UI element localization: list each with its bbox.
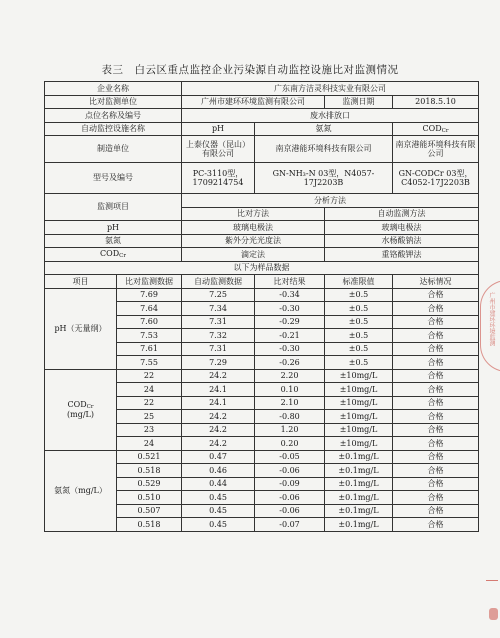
maker-label: 制造单位 bbox=[45, 136, 182, 163]
model-ammonia: GN-NH₃-N 03型，N4057-17J2203B bbox=[255, 163, 393, 194]
auto-value: 0.46 bbox=[182, 464, 255, 478]
standard-limit: ±0.1mg/L bbox=[325, 464, 393, 478]
compliance-status: 合格 bbox=[393, 464, 479, 478]
maker-cod: 南京港能环境科技有限公司 bbox=[393, 136, 479, 163]
sample-header-compare: 比对监测数据 bbox=[117, 275, 182, 289]
point-label: 点位名称及编号 bbox=[45, 109, 182, 123]
compliance-status: 合格 bbox=[393, 315, 479, 329]
auto-value: 24.2 bbox=[182, 437, 255, 451]
standard-limit: ±0.5 bbox=[325, 315, 393, 329]
auto-method: 重铬酸钾法 bbox=[325, 248, 479, 262]
compliance-status: 合格 bbox=[393, 383, 479, 397]
compliance-status: 合格 bbox=[393, 504, 479, 518]
compare-value: 7.61 bbox=[117, 342, 182, 356]
auto-value: 7.31 bbox=[182, 315, 255, 329]
sample-group-label: pH（无量纲） bbox=[45, 288, 117, 369]
model-row bbox=[45, 163, 479, 194]
standard-limit: ±0.5 bbox=[325, 342, 393, 356]
compare-value: 7.64 bbox=[117, 302, 182, 316]
compare-result: -0.30 bbox=[255, 302, 325, 316]
auto-method: 水杨酸钠法 bbox=[325, 234, 479, 248]
compare-result: 2.10 bbox=[255, 396, 325, 410]
standard-limit: ±0.1mg/L bbox=[325, 518, 393, 532]
compare-result: -0.09 bbox=[255, 477, 325, 491]
compare-method-label: 比对方法 bbox=[182, 207, 325, 221]
sample-section-row bbox=[45, 261, 479, 275]
method-item-label: 监测项目 bbox=[45, 194, 182, 221]
compare-value: 7.60 bbox=[117, 315, 182, 329]
standard-limit: ±0.5 bbox=[325, 288, 393, 302]
auto-value: 7.31 bbox=[182, 342, 255, 356]
compliance-status: 合格 bbox=[393, 288, 479, 302]
standard-limit: ±10mg/L bbox=[325, 410, 393, 424]
compare-result: -0.05 bbox=[255, 450, 325, 464]
compliance-status: 合格 bbox=[393, 356, 479, 370]
compare-result: -0.29 bbox=[255, 315, 325, 329]
compare-value: 0.518 bbox=[117, 518, 182, 532]
auto-value: 7.25 bbox=[182, 288, 255, 302]
compare-value: 7.55 bbox=[117, 356, 182, 370]
enterprise-label: 企业名称 bbox=[45, 82, 182, 96]
compare-value: 24 bbox=[117, 437, 182, 451]
method-item: 氨氮 bbox=[45, 234, 182, 248]
model-cod: GN-CODCr 03型，C4052-17J2203B bbox=[393, 163, 479, 194]
compliance-status: 合格 bbox=[393, 491, 479, 505]
compare-value: 25 bbox=[117, 410, 182, 424]
compliance-status: 合格 bbox=[393, 477, 479, 491]
auto-value: 0.47 bbox=[182, 450, 255, 464]
sample-header-result: 比对结果 bbox=[255, 275, 325, 289]
sample-group-label: 氨氮（mg/L） bbox=[45, 450, 117, 531]
analysis-method-label: 分析方法 bbox=[182, 194, 479, 208]
maker-ammonia: 南京港能环境科技有限公司 bbox=[255, 136, 393, 163]
compare-value: 22 bbox=[117, 369, 182, 383]
standard-limit: ±0.5 bbox=[325, 356, 393, 370]
comparison-table bbox=[44, 81, 479, 532]
method-row-ammonia bbox=[45, 234, 479, 248]
compare-result: -0.34 bbox=[255, 288, 325, 302]
compare-method: 滴定法 bbox=[182, 248, 325, 262]
auto-value: 24.1 bbox=[182, 383, 255, 397]
standard-limit: ±0.5 bbox=[325, 329, 393, 343]
facility-name-ammonia: 氨氮 bbox=[255, 122, 393, 136]
auto-value: 0.44 bbox=[182, 477, 255, 491]
facility-name-label: 自动监控设施名称 bbox=[45, 122, 182, 136]
model-ph: PC-3110型，1709214754 bbox=[182, 163, 255, 194]
compare-result: 2.20 bbox=[255, 369, 325, 383]
sample-section-label: 以下为样品数据 bbox=[45, 261, 479, 275]
auto-value: 0.45 bbox=[182, 491, 255, 505]
auto-method-label: 自动监测方法 bbox=[325, 207, 479, 221]
compare-method: 玻璃电极法 bbox=[182, 221, 325, 235]
compliance-status: 合格 bbox=[393, 396, 479, 410]
compare-result: -0.26 bbox=[255, 356, 325, 370]
standard-limit: ±0.1mg/L bbox=[325, 491, 393, 505]
monitor-unit-row bbox=[45, 95, 479, 109]
compare-value: 7.69 bbox=[117, 288, 182, 302]
method-item: CODCr bbox=[45, 248, 182, 262]
auto-value: 24.2 bbox=[182, 423, 255, 437]
enterprise-value: 广东南方洁灵科技实业有限公司 bbox=[182, 82, 479, 96]
compare-value: 0.521 bbox=[117, 450, 182, 464]
standard-limit: ±0.5 bbox=[325, 302, 393, 316]
compare-value: 24 bbox=[117, 383, 182, 397]
auto-value: 24.2 bbox=[182, 410, 255, 424]
auto-value: 24.2 bbox=[182, 369, 255, 383]
standard-limit: ±0.1mg/L bbox=[325, 450, 393, 464]
facility-name-row bbox=[45, 122, 479, 136]
standard-limit: ±10mg/L bbox=[325, 383, 393, 397]
monitor-date-label: 监测日期 bbox=[325, 95, 393, 109]
method-header-row bbox=[45, 194, 479, 208]
compare-value: 7.53 bbox=[117, 329, 182, 343]
compare-value: 23 bbox=[117, 423, 182, 437]
page-title: 表三 白云区重点监控企业污染源自动监控设施比对监测情况 bbox=[101, 64, 399, 76]
auto-value: 7.34 bbox=[182, 302, 255, 316]
sample-header-status: 达标情况 bbox=[393, 275, 479, 289]
compare-value: 0.507 bbox=[117, 504, 182, 518]
red-mark bbox=[489, 608, 498, 620]
compare-result: -0.06 bbox=[255, 504, 325, 518]
compare-result: -0.21 bbox=[255, 329, 325, 343]
method-row-cod bbox=[45, 248, 479, 262]
auto-value: 0.45 bbox=[182, 504, 255, 518]
facility-name-ph: pH bbox=[182, 122, 255, 136]
compare-result: 0.10 bbox=[255, 383, 325, 397]
standard-limit: ±10mg/L bbox=[325, 369, 393, 383]
standard-limit: ±10mg/L bbox=[325, 423, 393, 437]
standard-limit: ±10mg/L bbox=[325, 437, 393, 451]
sample-row bbox=[45, 288, 479, 302]
sample-header-row bbox=[45, 275, 479, 289]
compliance-status: 合格 bbox=[393, 423, 479, 437]
maker-row bbox=[45, 136, 479, 163]
model-label: 型号及编号 bbox=[45, 163, 182, 194]
compare-result: -0.07 bbox=[255, 518, 325, 532]
standard-limit: ±0.1mg/L bbox=[325, 504, 393, 518]
red-mark bbox=[486, 580, 498, 589]
compare-result: 1.20 bbox=[255, 423, 325, 437]
compare-value: 22 bbox=[117, 396, 182, 410]
sample-header-limit: 标准限值 bbox=[325, 275, 393, 289]
compliance-status: 合格 bbox=[393, 437, 479, 451]
auto-value: 7.29 bbox=[182, 356, 255, 370]
compare-result: -0.06 bbox=[255, 464, 325, 478]
monitor-date-value: 2018.5.10 bbox=[393, 95, 479, 109]
facility-name-cod: CODCr bbox=[393, 122, 479, 136]
compare-result: -0.30 bbox=[255, 342, 325, 356]
enterprise-row bbox=[45, 82, 479, 96]
compare-value: 0.510 bbox=[117, 491, 182, 505]
monitor-unit-label: 比对监测单位 bbox=[45, 95, 182, 109]
compliance-status: 合格 bbox=[393, 342, 479, 356]
compare-result: 0.20 bbox=[255, 437, 325, 451]
official-seal-text: 广州市建环环境监测 bbox=[488, 292, 495, 346]
compliance-status: 合格 bbox=[393, 410, 479, 424]
maker-ph: 上泰仪器（昆山）有限公司 bbox=[182, 136, 255, 163]
compare-result: -0.06 bbox=[255, 491, 325, 505]
point-row bbox=[45, 109, 479, 123]
method-item: pH bbox=[45, 221, 182, 235]
compare-method: 紫外分光光度法 bbox=[182, 234, 325, 248]
standard-limit: ±0.1mg/L bbox=[325, 477, 393, 491]
sample-header-item: 项目 bbox=[45, 275, 117, 289]
standard-limit: ±10mg/L bbox=[325, 396, 393, 410]
compliance-status: 合格 bbox=[393, 369, 479, 383]
auto-value: 0.45 bbox=[182, 518, 255, 532]
sample-row bbox=[45, 369, 479, 383]
compliance-status: 合格 bbox=[393, 450, 479, 464]
compare-result: -0.80 bbox=[255, 410, 325, 424]
sample-row bbox=[45, 450, 479, 464]
auto-value: 7.32 bbox=[182, 329, 255, 343]
method-row-ph bbox=[45, 221, 479, 235]
compliance-status: 合格 bbox=[393, 518, 479, 532]
compliance-status: 合格 bbox=[393, 329, 479, 343]
compliance-status: 合格 bbox=[393, 302, 479, 316]
sample-header-auto: 自动监测数据 bbox=[182, 275, 255, 289]
point-value: 废水排放口 bbox=[182, 109, 479, 123]
compare-value: 0.518 bbox=[117, 464, 182, 478]
sample-group-label: CODCr (mg/L) bbox=[45, 369, 117, 450]
auto-value: 24.1 bbox=[182, 396, 255, 410]
monitor-unit-value: 广州市建环环境监测有限公司 bbox=[182, 95, 325, 109]
auto-method: 玻璃电极法 bbox=[325, 221, 479, 235]
compare-value: 0.529 bbox=[117, 477, 182, 491]
